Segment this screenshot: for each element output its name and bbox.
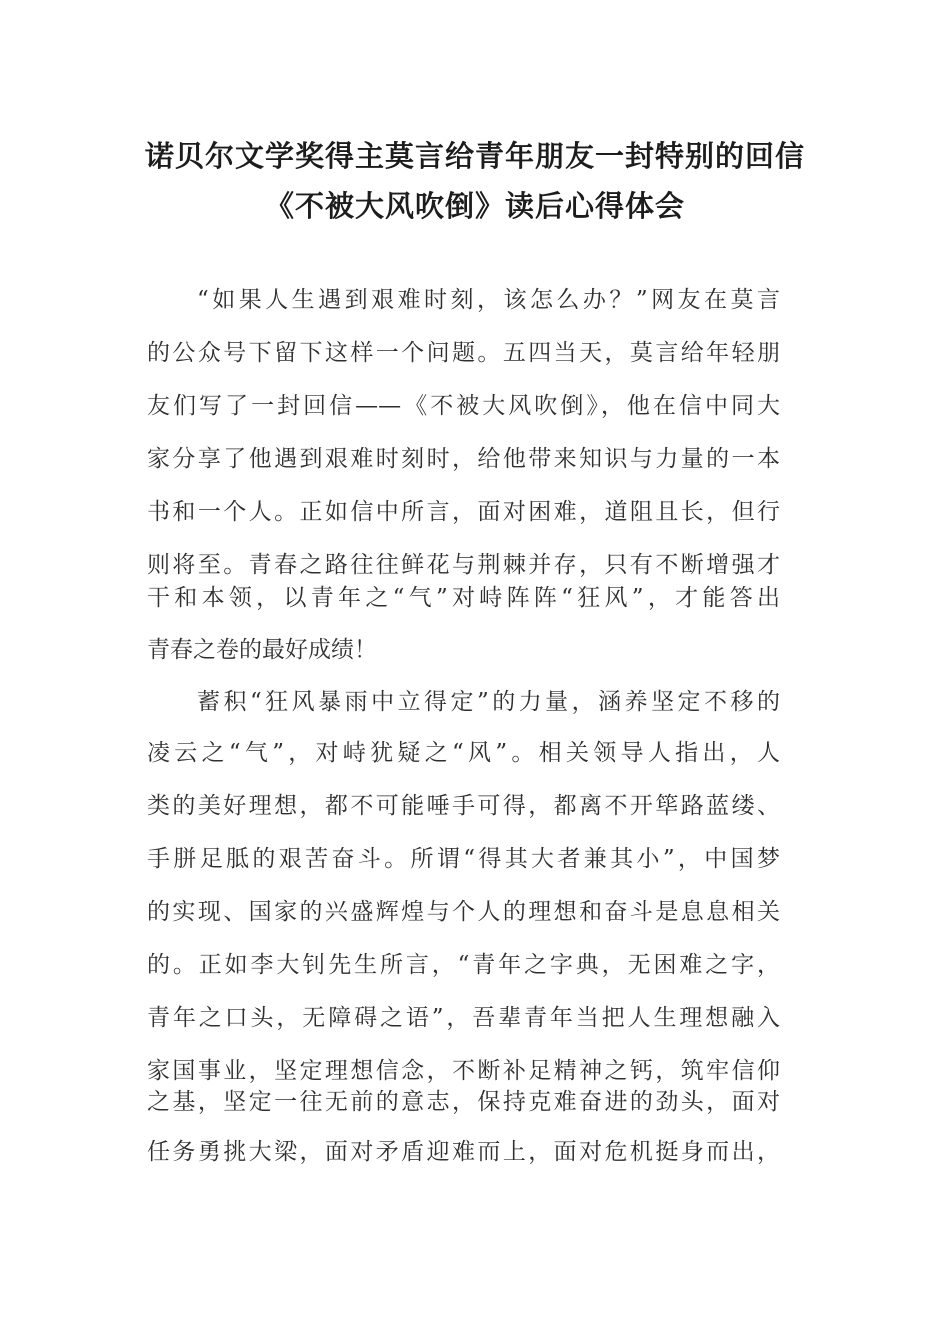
- paragraph-line: 的公众号下留下这样一个问题。五四当天，莫言给年轻朋: [147, 340, 780, 366]
- paragraph-line: 的实现、国家的兴盛辉煌与个人的理想和奋斗是息息相关: [147, 899, 780, 925]
- paragraph-line: 任务勇挑大梁，面对矛盾迎难而上，面对危机挺身而出，: [147, 1139, 780, 1165]
- paragraph-line: 凌云之“气”，对峙犹疑之“风”。相关领导人指出，人: [147, 740, 780, 766]
- paragraph-line: 类的美好理想，都不可能唾手可得，都离不开筚路蓝缕、: [147, 793, 780, 819]
- paragraph-line: 蓄积“狂风暴雨中立得定”的力量，涵养坚定不移的: [197, 689, 780, 715]
- paragraph-line: 青春之卷的最好成绩！: [147, 637, 377, 663]
- paragraph-line: 的。正如李大钊先生所言，“青年之字典，无困难之字，: [147, 952, 780, 978]
- paragraph-line: “如果人生遇到艰难时刻，该怎么办？”网友在莫言: [197, 287, 780, 313]
- paragraph-line: 则将至。青春之路往往鲜花与荆棘并存，只有不断增强才: [147, 552, 780, 578]
- paragraph-line: 家分享了他遇到艰难时刻时，给他带来知识与力量的一本: [147, 446, 780, 472]
- paragraph-line: 之基，坚定一往无前的意志，保持克难奋进的劲头，面对: [147, 1089, 780, 1115]
- paragraph-line: 青年之口头，无障碍之语”，吾辈青年当把人生理想融入: [147, 1005, 780, 1031]
- paragraph-line: 手胼足胝的艰苦奋斗。所谓“得其大者兼其小”，中国梦: [147, 846, 780, 872]
- paragraph-line: 书和一个人。正如信中所言，面对困难，道阻且长，但行: [147, 499, 780, 525]
- paragraph-line: 干和本领，以青年之“气”对峙阵阵“狂风”，才能答出: [147, 585, 780, 611]
- document-title-line-1: 诺贝尔文学奖得主莫言给青年朋友一封特别的回信: [144, 139, 805, 173]
- paragraph-line: 家国事业，坚定理想信念，不断补足精神之钙，筑牢信仰: [147, 1058, 780, 1084]
- paragraph-line: 友们写了一封回信——《不被大风吹倒》，他在信中同大: [147, 393, 780, 419]
- document-title-line-2: 《不被大风吹倒》读后心得体会: [264, 189, 685, 223]
